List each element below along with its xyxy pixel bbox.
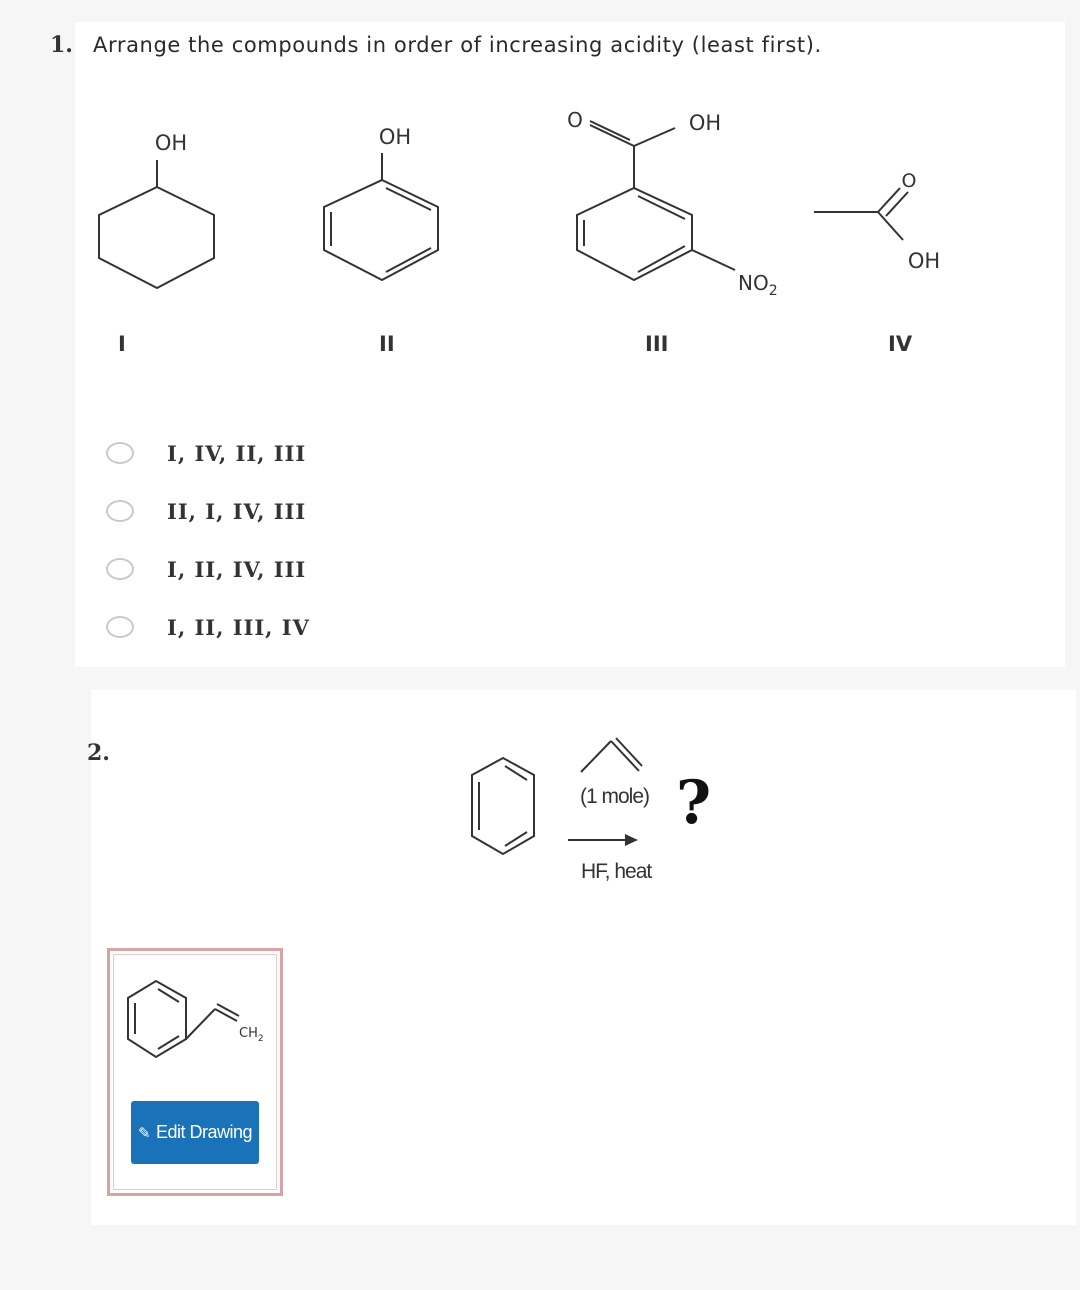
compound-iv-o-label: O bbox=[901, 170, 917, 192]
reagent-amount: (1 mole) bbox=[580, 785, 650, 808]
radio-button[interactable] bbox=[106, 442, 134, 464]
answer-option-2[interactable] bbox=[106, 496, 306, 526]
styrene-structure bbox=[128, 981, 239, 1057]
answer-option-3[interactable] bbox=[106, 554, 306, 584]
compounds-figure bbox=[0, 100, 1080, 430]
drawn-structure bbox=[120, 965, 320, 1095]
answer-option-1[interactable] bbox=[106, 438, 306, 468]
radio-button[interactable] bbox=[106, 500, 134, 522]
compound-ii-structure bbox=[324, 153, 438, 280]
compound-i-structure bbox=[99, 160, 214, 288]
compound-iv-label: IV bbox=[888, 332, 913, 356]
compound-iii-label: III bbox=[645, 332, 669, 356]
question-1-number: 1. bbox=[50, 32, 73, 58]
compound-ii-label: II bbox=[379, 332, 395, 356]
option-label: II, I, IV, III bbox=[167, 498, 307, 524]
pencil-icon: ✎ bbox=[137, 1124, 151, 1142]
radio-button[interactable] bbox=[106, 616, 134, 638]
propene-structure bbox=[581, 738, 642, 772]
question-1-prompt: Arrange the compounds in order of increasing acidity (least first). bbox=[93, 33, 822, 57]
reaction-scheme bbox=[0, 720, 1080, 920]
benzene-structure bbox=[472, 758, 534, 854]
option-label: I, II, IV, III bbox=[167, 556, 307, 582]
reaction-arrow bbox=[568, 834, 638, 846]
compound-iv-oh-label: OH bbox=[907, 249, 941, 273]
compound-i-oh-label: OH bbox=[154, 131, 188, 155]
radio-button[interactable] bbox=[106, 558, 134, 580]
compound-iii-structure bbox=[577, 121, 735, 280]
option-label: I, IV, II, III bbox=[167, 440, 307, 466]
compound-i-label: I bbox=[118, 332, 126, 356]
compound-iii-no2-label: $NO_2$ bbox=[738, 271, 778, 299]
option-label: I, II, III, IV bbox=[167, 614, 310, 640]
compound-iii-o-label: O bbox=[567, 108, 583, 132]
question-2-number: 2. bbox=[87, 740, 110, 766]
edit-drawing-button[interactable] bbox=[131, 1101, 259, 1164]
unknown-product: ? bbox=[676, 768, 712, 838]
compound-iii-oh-label: OH bbox=[688, 111, 722, 135]
answer-option-4[interactable] bbox=[106, 612, 310, 642]
edit-drawing-label: Edit Drawing bbox=[156, 1122, 253, 1142]
reaction-conditions: HF, heat bbox=[581, 860, 652, 883]
compound-ii-oh-label: OH bbox=[378, 125, 412, 149]
compound-iv-structure bbox=[814, 188, 908, 240]
ch2-label: $CH_2$ bbox=[239, 1026, 264, 1044]
